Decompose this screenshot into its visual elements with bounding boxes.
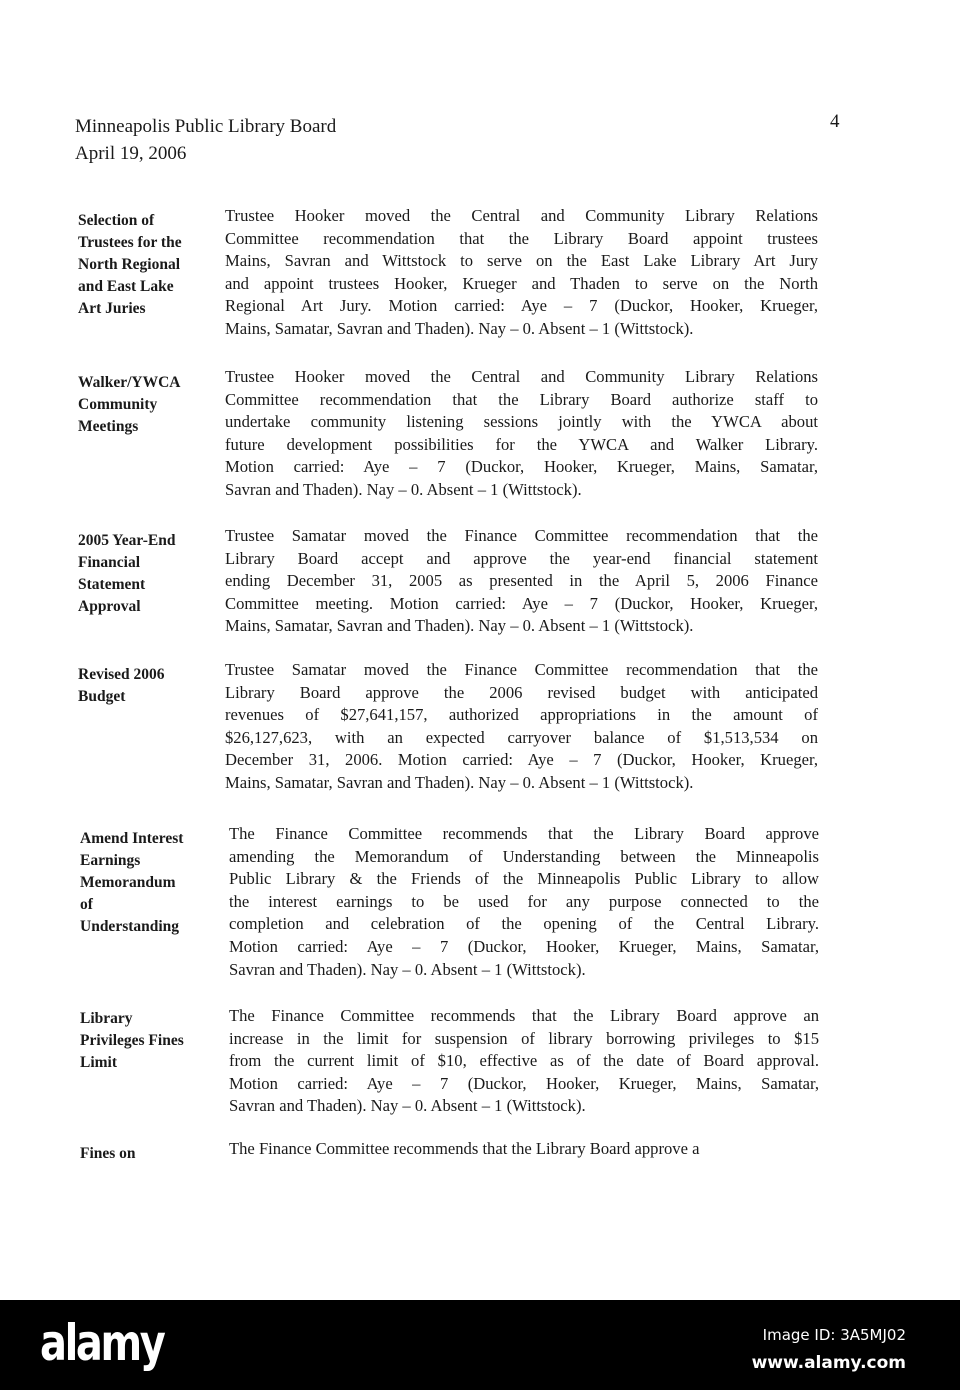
body-line: ending December 31, 2005 as presented in the April 5, 2006 Finance	[225, 571, 818, 591]
section-heading-line: Amend Interest	[80, 830, 184, 847]
body-line: Trustee Hooker moved the Central and Community Library Relations	[225, 206, 818, 225]
section-heading	[78, 530, 223, 618]
body-line: December 31, 2006. Motion carried: Aye – 7 (Duckor, Hooker, Krueger,	[225, 750, 818, 770]
alamy-logo: alamy	[40, 1314, 164, 1372]
body-line: $26,127,623, with an expected carryover balance of $1,513,534 on	[225, 727, 818, 747]
body-line: Library Board approve the 2006 revised budget with anticipated	[225, 682, 818, 702]
section-heading-line: of	[80, 896, 93, 913]
body-line: The Finance Committee recommends that the Library Board approve	[229, 824, 819, 843]
body-line: Trustee Samatar moved the Finance Committee recommendation that the	[225, 660, 818, 679]
body-line: Motion carried: Aye – 7 (Duckor, Hooker, Krueger, Mains, Samatar,	[229, 936, 819, 956]
section-heading-line: Art Juries	[78, 300, 146, 317]
body-line: amending the Memorandum of Understanding between the Minneapolis	[229, 846, 819, 866]
body-line: revenues of $27,641,157, authorized appropriations in the amount of	[225, 705, 818, 725]
section-heading-line: Earnings	[80, 852, 141, 869]
header-org: Minneapolis Public Library Board	[75, 116, 337, 137]
body-line: Mains, Samatar, Savran and Thaden). Nay – 0. Absent – 1 (Wittstock).	[225, 772, 694, 792]
body-line: Mains, Samatar, Savran and Thaden). Nay – 0. Absent – 1 (Wittstock).	[225, 616, 694, 636]
body-line: completion and celebration of the opening of the Central Library.	[229, 914, 819, 934]
section-body	[225, 659, 818, 795]
site-url: www.alamy.com	[751, 1353, 906, 1373]
section-heading-line: and East Lake	[78, 278, 174, 295]
body-line: Public Library & the Friends of the Minneapolis Public Library to allow	[229, 869, 819, 889]
body-line: future development possibilities for the YWCA and Walker Library.	[225, 434, 818, 454]
section-heading-line: Meetings	[78, 418, 139, 435]
body-line: Savran and Thaden). Nay – 0. Absent – 1 (Wittstock).	[225, 479, 582, 499]
body-line: Motion carried: Aye – 7 (Duckor, Hooker, Krueger, Mains, Samatar,	[225, 457, 818, 477]
section-body	[229, 1005, 819, 1118]
body-line: Committee recommendation that the Library Board appoint trustees	[225, 228, 818, 248]
section-heading-line: Memorandum	[80, 874, 176, 891]
section-heading-line: Walker/YWCA	[78, 374, 181, 391]
page-number: 4	[830, 111, 840, 132]
image-id: Image ID: 3A5MJ02	[762, 1326, 906, 1344]
section-heading-line: Approval	[78, 598, 141, 615]
section-body	[225, 366, 818, 502]
section-heading-line: Privileges Fines	[80, 1032, 184, 1049]
body-line: The Finance Committee recommends that the Library Board approve a	[229, 1139, 700, 1158]
section-heading-line: Community	[78, 396, 158, 413]
body-line: Savran and Thaden). Nay – 0. Absent – 1 (Wittstock).	[229, 1096, 586, 1116]
section-body	[229, 1138, 819, 1161]
section-heading-line: Revised 2006	[78, 666, 165, 683]
section-heading-line: Library	[80, 1010, 133, 1027]
document-header	[75, 113, 336, 167]
section-heading-line: Fines on	[80, 1145, 136, 1162]
body-line: Committee meeting. Motion carried: Aye – 7 (Duckor, Hooker, Krueger,	[225, 593, 818, 613]
section-heading	[80, 1143, 225, 1165]
section-heading	[80, 1008, 225, 1074]
body-line: Committee recommendation that the Library Board authorize staff to	[225, 389, 818, 409]
section-heading-line: Understanding	[80, 918, 180, 935]
section-heading-line: Financial	[78, 554, 141, 571]
body-line: Library Board accept and approve the year-end financial statement	[225, 548, 818, 568]
body-line: Savran and Thaden). Nay – 0. Absent – 1 (Wittstock).	[229, 959, 586, 979]
body-line: the interest earnings to be used for any purpose connected to the	[229, 891, 819, 911]
section-heading-line: Limit	[80, 1054, 118, 1071]
body-line: increase in the limit for suspension of library borrowing privileges to $15	[229, 1028, 819, 1048]
section-heading	[78, 210, 223, 320]
body-line: and appoint trustees Hooker, Krueger and Thaden to serve on the North	[225, 273, 818, 293]
section-body	[225, 525, 818, 638]
watermark-footer	[0, 1300, 960, 1390]
body-line: Trustee Hooker moved the Central and Community Library Relations	[225, 367, 818, 386]
section-body	[229, 823, 819, 981]
body-line: Motion carried: Aye – 7 (Duckor, Hooker, Krueger, Mains, Samatar,	[229, 1073, 819, 1093]
body-line: Mains, Samatar, Savran and Thaden). Nay – 0. Absent – 1 (Wittstock).	[225, 318, 694, 338]
section-heading-line: Selection of	[78, 212, 155, 229]
body-line: from the current limit of $10, effective as of the date of Board approval.	[229, 1051, 819, 1071]
section-heading-line: Budget	[78, 688, 126, 705]
section-heading-line: North Regional	[78, 256, 181, 273]
section-heading-line: Trustees for the	[78, 234, 182, 251]
body-line: Trustee Samatar moved the Finance Committee recommendation that the	[225, 526, 818, 545]
section-heading	[78, 664, 223, 708]
section-body	[225, 205, 818, 341]
section-heading-line: 2005 Year-End	[78, 532, 176, 549]
header-date: April 19, 2006	[75, 143, 187, 164]
body-line: undertake community listening sessions jointly with the YWCA about	[225, 412, 818, 432]
section-heading-line: Statement	[78, 576, 146, 593]
body-line: Regional Art Jury. Motion carried: Aye – 7 (Duckor, Hooker, Krueger,	[225, 296, 818, 316]
body-line: Mains, Savran and Wittstock to serve on the East Lake Library Art Jury	[225, 251, 818, 271]
section-heading	[78, 372, 223, 438]
body-line: The Finance Committee recommends that the Library Board approve an	[229, 1006, 819, 1025]
section-heading	[80, 828, 225, 938]
